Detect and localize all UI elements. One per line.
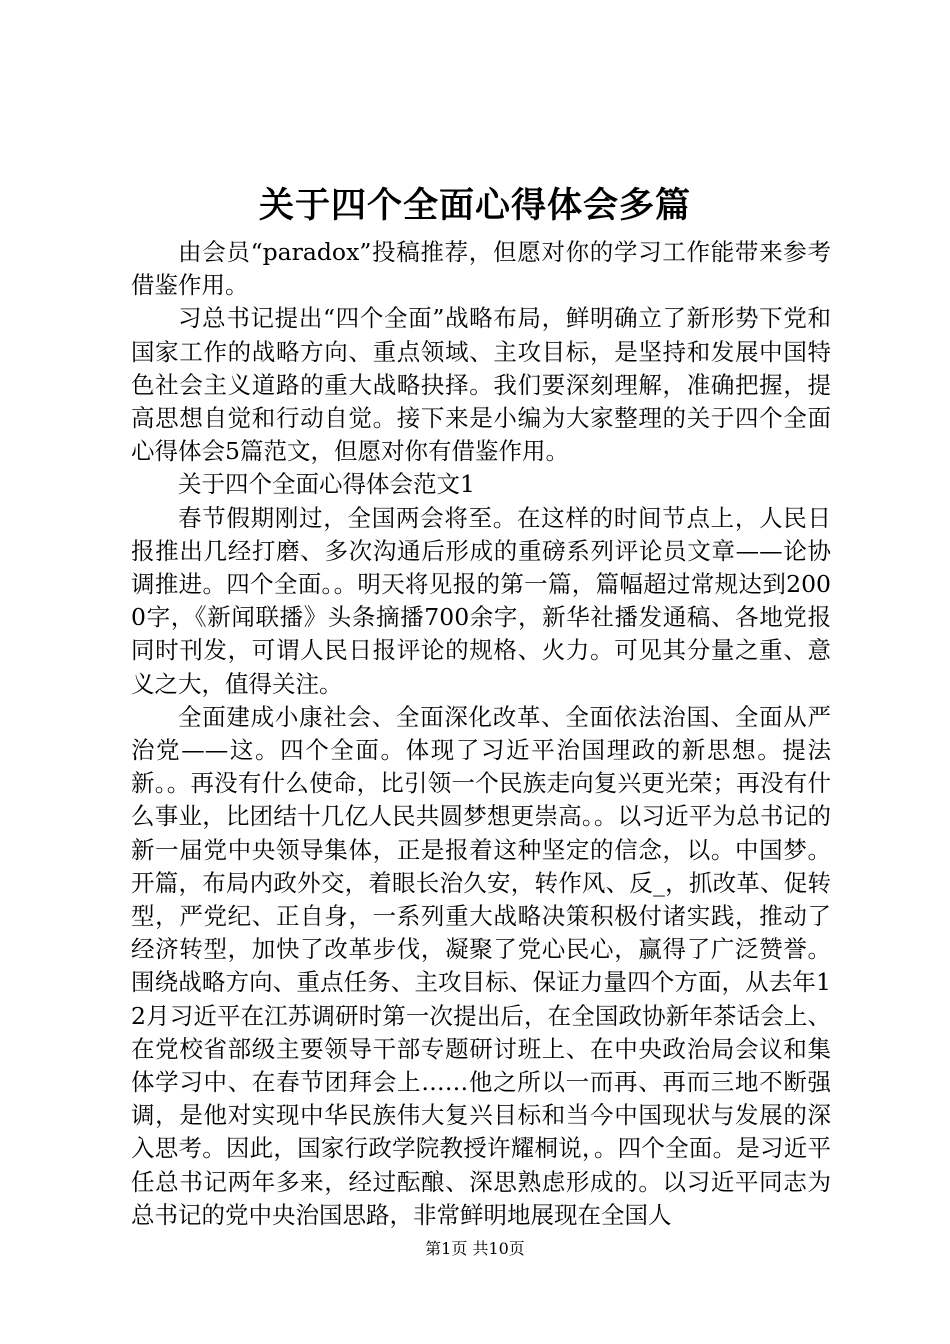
summary-paragraph: 习总书记提出“四个全面”战略布局，鲜明确立了新形势下党和国家工作的战略方向、重点领域、主攻目标，是坚持和发展中国特色社会主义道路的重大战略抉择。我们要深刻理解，准确把握，提高思想自觉和行动自觉。接下来是小编为大家整理的关于四个全面心得体会5篇范文，但愿对你有借鉴作用。 <box>131 304 831 466</box>
page-number-footer: 第1页 共10页 <box>425 1239 525 1258</box>
body-paragraph: 春节假期刚过，全国两会将至。在这样的时间节点上，人民日报推出几经打磨、多次沟通后形成的重磅系列评论员文章——论协调推进。四个全面。。明天将见报的第一篇，篇幅超过常规达到2000字，《新闻联播》头条摘播700余字，新华社播发通稿、各地党报同时刊发，可谓人民日报评论的规格、火力。可见其分量之重、意义之大，值得关注。 <box>131 503 831 698</box>
section-heading: 关于四个全面心得体会范文1 <box>178 470 475 499</box>
intro-paragraph: 由会员“paradox”投稿推荐，但愿对你的学习工作能带来参考借鉴作用。 <box>131 238 831 300</box>
document-body <box>131 236 831 1232</box>
body-paragraph: 全面建成小康社会、全面深化改革、全面依法治国、全面从严治党——这。四个全面。体现了习近平治国理政的新思想。提法新。。再没有什么使命，比引领一个民族走向复兴更光荣；再没有什么事业，比团结十几亿人民共圆梦想更崇高。。以习近平为总书记的新一届党中央领导集体，正是报着这种坚定的信念，以。中国梦。开篇，布局内政外交，着眼长治久安，转作风、反_，抓改革、促转型，严党纪、正自身，一系列重大战略决策积极付诸实践，推动了经济转型，加快了改革步伐，凝聚了党心民心，赢得了广泛赞誉。围绕战略方向、重点任务、主攻目标、保证力量四个方面，从去年12月习近平在江苏调研时第一次提出后，在全国政协新年茶话会上、在党校省部级主要领导干部专题研讨班上、在中央政治局会议和集体学习中、在春节团拜会上……他之所以一而再、再而三地不断强调，是他对实现中华民族伟大复兴目标和当今中国现状与发展的深入思考。因此，国家行政学院教授许耀桐说，。四个全面。是习近平任总书记两年多来，经过酝酿、深思熟虑形成的。以习近平同志为总书记的党中央治国思路，非常鲜明地展现在全国人 <box>131 702 831 1229</box>
document-title: 关于四个全面心得体会多篇 <box>258 185 691 226</box>
